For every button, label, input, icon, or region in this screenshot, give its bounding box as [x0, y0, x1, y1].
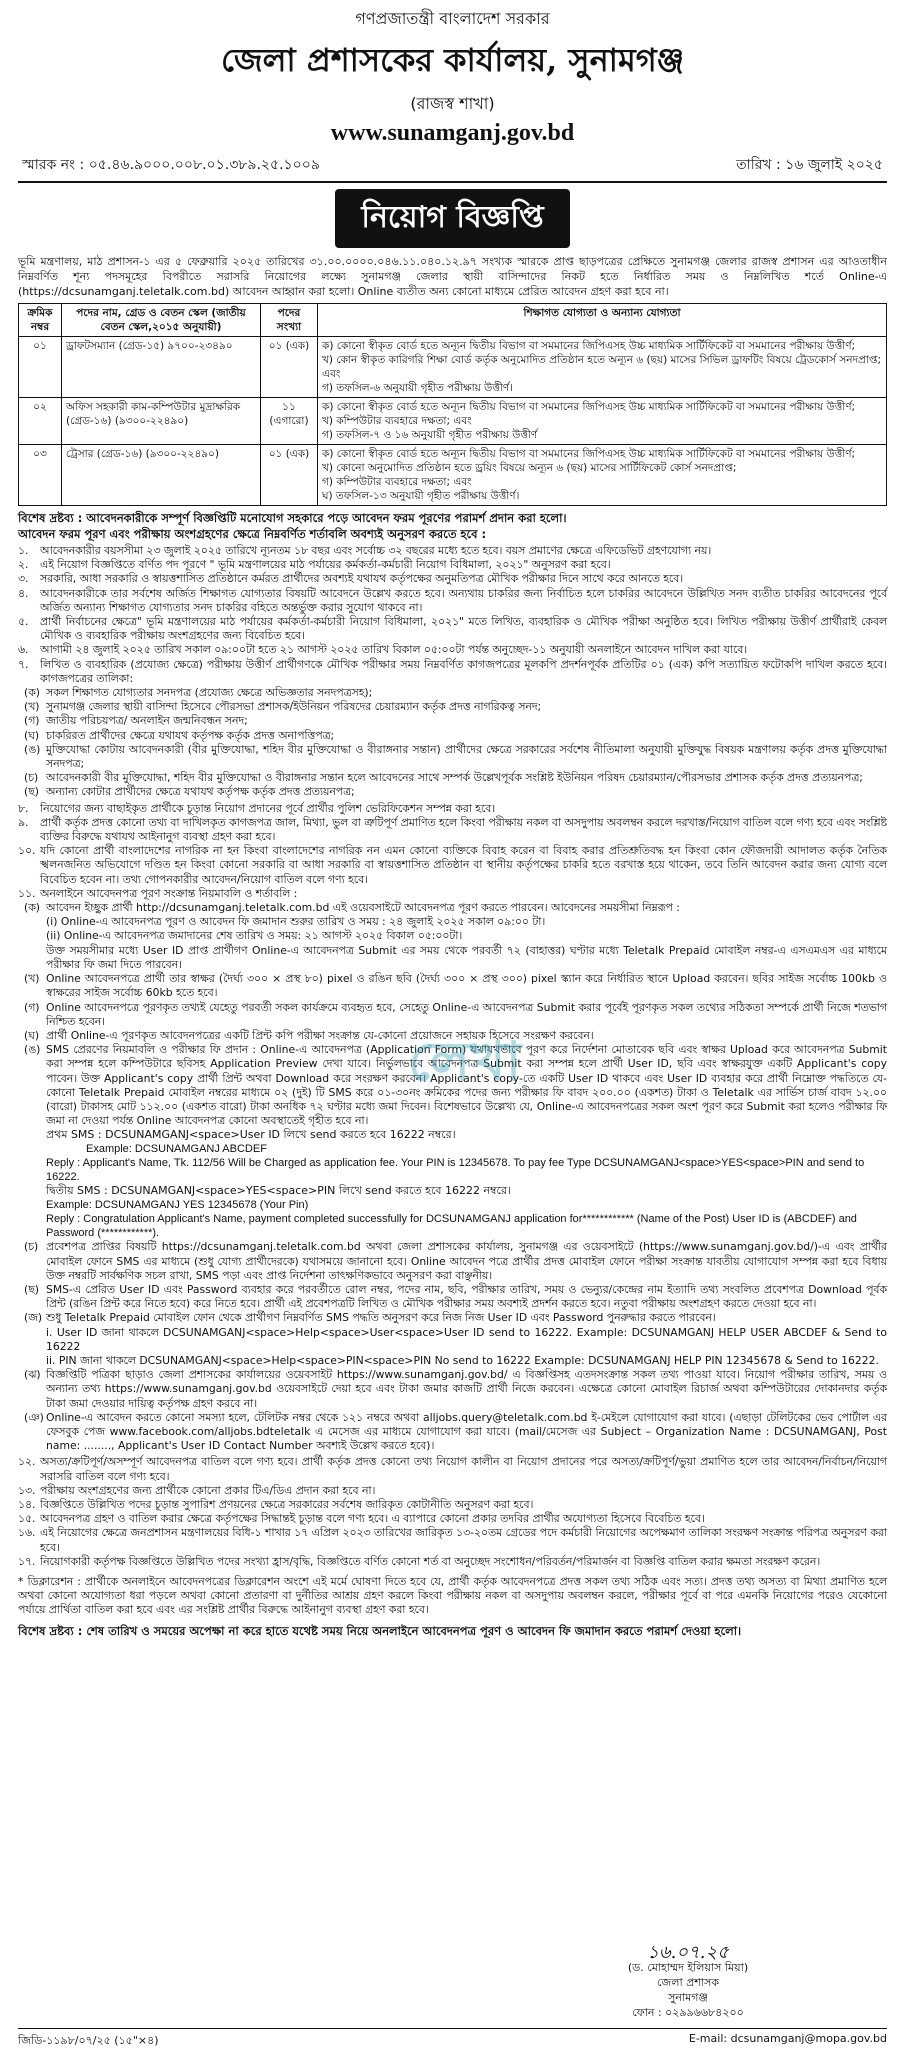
qual-item: ক) কোনো স্বীকৃত বোর্ড হতে অন্যূন দ্বিতীয় বিভাগ বা সমমানের জিপিএসহ উচ্চ মাধ্যমিক সার্টিফিকেট বা সমমানের পরীক্ষায় উত্তীর্ণ; [322, 448, 856, 460]
govt-line: গণপ্রজাতন্ত্রী বাংলাদেশ সরকার [355, 9, 550, 28]
item-text: বিজ্ঞপ্তিটি পত্রিকা ছাড়াও জেলা প্রশাসকের কার্যালয়ের ওয়েবসাইট https://www.sunamganj.gov.bd/ এ বিজ্ঞপ্তিসহ এতদসংক্রান্ত সকল তথ্য পাওয়া যাবে। নিয়োগ পরীক্ষার তারিখ, সময় ও অন্যান্য তথ্য https://www.sunamganj.gov.bd ওয়েবসাইটে দেয়া হবে এবং টাকা জমার কাজটি প্রার্থী নিজে করবেন। এক্ষেত্রে কোনো মোবাইল রিচার্জ অথবা কম্পিউটারের দোকানদার কর্তৃক টাকা জমা দেওয়ার দায়িত্ব কর্তৃপক্ষ গ্রহণ করবে না। [46, 1368, 887, 1410]
item-text: প্রার্থী কর্তৃক প্রদত্ত কোনো তথ্য বা দাখিলকৃত কাগজপত্র জাল, মিথ্যা, ভুল বা ত্রুটিপূর্ণ প্রমাণিত হলে কিংবা পরীক্ষায় নকল বা অসদুপায় অবলম্বন করলে দরখাস্ত/নিয়োগ বাতিল বলে গণ্য হবে এবং সংশ্লিষ্ট ব্যক্তির বিরুদ্ধে যথাযথ আইনানুগ ব্যবস্থা গ্রহণ করা হবে। [40, 815, 887, 844]
item-number: ১১. [18, 886, 36, 900]
item-number: (ঘ) [24, 1028, 40, 1042]
rule-item [18, 658, 887, 686]
rule-item [18, 544, 887, 558]
item-text: চাকরিরত প্রার্থীদের ক্ষেত্রে যথাযথ কর্তৃপক্ষ কর্তৃক প্রদত্ত অনাপত্তিপত্র; [46, 728, 335, 742]
item-number: ২. [18, 558, 29, 572]
doc-item [18, 729, 887, 743]
doc-item [18, 700, 887, 714]
table-row [19, 398, 887, 445]
item-number [18, 1326, 46, 1354]
footer-email[interactable]: E-mail: dcsunamganj@mopa.gov.bd [688, 2032, 887, 2045]
notice-page [18, 0, 887, 2052]
item-number: (গ) [24, 714, 40, 728]
item-number: (খ) [24, 700, 40, 714]
item-text: জাতীয় পরিচয়পত্র/ অনলাইন জন্মনিবন্ধন সনদ; [46, 714, 248, 728]
item-text: পরীক্ষায় অংশগ্রহণের জন্য প্রার্থীকে কোনো প্রকার টিএ/ডিএ প্রদান করা হবে না। [40, 1483, 376, 1497]
item-number [18, 1354, 46, 1368]
online-item [18, 1368, 887, 1411]
doc-item [18, 686, 887, 700]
item-number: ৬. [18, 643, 29, 657]
item-number: (ঙ) [24, 1043, 41, 1057]
qual-item: গ) তফসিল-৭ ও ১৬ অনুযায়ী গৃহীত পরীক্ষায় উত্তীর্ণ [322, 429, 538, 441]
doc-item [18, 771, 887, 785]
table-header-row [19, 304, 887, 337]
item-text: ii. PIN জানা থাকলে DCSUNAMGANJ<space>Help<space>PIN<space>PIN No send to 16222 Example: DCSUNAMGANJ HELP PIN 12345678 & Send to 16222. [46, 1353, 879, 1367]
item-text: Online-এ আবেদন করতে কোনো সমস্যা হলে, টেলিটক নম্বর থেকে ১২১ নম্বরে অথবা alljobs.query@teletalk.com.bd ই-মেইলে যোগাযোগ করা যাবে। (এছাড়া টেলিটকের ভেব পোর্টাল এর ফেসবুক পেজ www.facebook.com/alljobs.bdteletalk এ মেসেজ এর মাধ্যমে যোগাযোগ করা যাবে। (mail/মেসেজ এর Subject – Organization Name : DCSUNAMGANJ, Post name: ........, Applicant's User ID Contact Number অবশ্যই উল্লেখ করতে হবে)। [46, 1410, 887, 1453]
online-list-2 [18, 1240, 887, 1453]
doc-item [18, 743, 887, 771]
item-number: (চ) [24, 771, 39, 785]
item-number: (ঘ) [24, 728, 40, 742]
item-text: SMS-এ প্রেরিত User ID এবং Password ব্যবহার করে পরবর্তীতে রোল নম্বর, পদের নাম, ছবি, পরীক্ষার তারিখ, সময় ও ভেন্যুর/কেন্দ্রের নাম ইত্যাদি তথ্য সংবলিত প্রবেশপত্র Download পূর্বক প্রিন্ট (রঙিন প্রিন্ট করে নিতে হবে) করে নিতে হবে। প্রার্থী এই প্রবেশপত্রটি লিখিত ও মৌখিক পরীক্ষার সময় অবশ্যই প্রদর্শন করতে হবে। নতুবা পরীক্ষায় অংশগ্রহণ করতে দেওয়া হবে না। [46, 1282, 887, 1311]
online-item [18, 1354, 887, 1368]
item-text: প্রার্থী Online-এ পূরণকৃত আবেদনপত্রের একটি প্রিন্ট কপি পরীক্ষা সংক্রান্ত যে-কোনো প্রয়োজনে সহায়ক হিসেবে সংরক্ষণ করবেন। [46, 1028, 594, 1042]
item-number: (ক) [24, 901, 40, 915]
intro-paragraph: ভূমি মন্ত্রণালয়, মাঠ প্রশাসন-১ এর ৫ ফেব্রুয়ারি ২০২৫ তারিখের ৩১.০০.০০০০.০৪৬.১১.০৪০.১২.৯৭ সংখ্যক স্মারকে প্রাপ্ত ছাড়পত্রের প্রেক্ষিতে সুনামগঞ্জ জেলার রাজস্ব প্রশাসন এর আওতাধীন নিম্নবর্ণিত শূন্য পদসমূহের বিপরীতে সরাসরি নিয়োগের লক্ষ্যে সুনামগঞ্জ জেলার স্থায়ী বাসিন্দাদের নিকট হতে নির্ধারিত সময় ও নিম্নলিখিত শর্তে Online-এ (https://dcsunamganj.teletalk.com.bd) আবেদন আহ্বান করা হলো। Online ব্যতীত অন্য কোনো মাধ্যমে প্রেরিত আবেদন গ্রহণ করা হবে না। [18, 255, 887, 298]
online-item [18, 944, 887, 972]
rule-item [18, 615, 887, 643]
rule-item [18, 572, 887, 586]
doc-item [18, 714, 887, 728]
online-item [18, 901, 887, 915]
item-text: Online আবেদনপত্রে প্রার্থী তার স্বাক্ষর (দৈর্ঘ্য ৩০০ × প্রস্থ ৮০) pixel ও রঙিন ছবি (দৈর্ঘ্য ৩০০ × প্রস্থ ৩০০) pixel স্ক্যান করে নির্ধারিত স্থানে Upload করবেন। ছবির সাইজ সর্বোচ্চ 100kb ও স্বাক্ষরের সাইজ সর্বোচ্চ 60kb হতে হবে। [46, 972, 887, 1000]
item-text: বিজ্ঞপ্তিতে উল্লিখিত পদের চূড়ান্ত সুপারিশ প্রণয়নের ক্ষেত্রে সরকারের সর্বশেষ জারিকৃত কোটানীতি অনুসরণ করা হবে। [40, 1497, 534, 1511]
memo-date: তারিখ : ১৬ জুলাই ২০২৫ [736, 157, 883, 173]
item-text: নিয়োগের জন্য বাছাইকৃত প্রার্থীকে চূড়ান্ত নিয়োগ প্রদানের পূর্বে প্রার্থীর পুলিশ ভেরিফিকেশন সম্পন্ন করা হবে। [40, 801, 496, 815]
online-item [18, 1411, 887, 1454]
item-number [18, 915, 46, 929]
cell-quals [318, 337, 887, 398]
docs-list [18, 686, 887, 800]
item-text: i. User ID জানা থাকলে DCSUNAMGANJ<space>Help<space>User<space>User ID send to 16222. Example: DCSUNAMGANJ HELP USER ABCDEF & Send to 16222 [46, 1325, 887, 1353]
qual-item: গ) কম্পিউটার ব্যবহারে দক্ষতা; এবং [322, 476, 472, 488]
item-text: অন্যান্য কোটার প্রার্থীদের ক্ষেত্রে যথাযথ কর্তৃপক্ষ কর্তৃক প্রদত্ত প্রত্যয়নপত্র; [46, 785, 355, 799]
rules-list-2 [18, 802, 887, 901]
online-item [18, 1240, 887, 1283]
rule-item [18, 802, 887, 816]
rule-item [18, 1498, 887, 1512]
item-number: ৩. [18, 572, 29, 586]
item-text: (i) Online-এ আবেদনপত্র পূরণ ও আবেদন ফি জমাদান শুরুর তারিখ ও সময় : ২৪ জুলাই ২০২৫ সকাল ০৯:০০ টা। [46, 915, 546, 929]
item-text: আবেদনকারীর বয়সসীমা ২৩ জুলাই ২০২৫ তারিখে ন্যূনতম ১৮ বছর এবং সর্বোচ্চ ৩২ বছরের মধ্যে হতে হবে। বয়স প্রমাণের ক্ষেত্রে এফিডেভিট গ্রহণযোগ্য নয়। [40, 544, 712, 557]
item-text: প্রবেশপত্র প্রাপ্তির বিষয়টি https://dcsunamganj.teletalk.com.bd অথবা জেলা প্রশাসকের কার্যালয়, সুনামগঞ্জ এর ওয়েবসাইটে (https://www.sunamganj.gov.bd/)-এ এবং প্রার্থীর মোবাইল ফোনে SMS এর মাধ্যমে (শুধু যোগ্য প্রার্থীদেরকে) যথাসময়ে জানানো হবে। Online আবেদন পত্রে প্রার্থীর প্রদত্ত মোবাইল ফোনে পরীক্ষা সংক্রান্ত যাবতীয় যোগাযোগ সম্পন্ন করা হবে বিধায় উক্ত নম্বরটি সার্বক্ষণিক সচল রাখা, SMS পড়া এবং প্রাপ্ত নির্দেশনা তাৎক্ষণিকভাবে অনুসরণ করা বাঞ্ছনীয়। [46, 1240, 887, 1282]
signatory-place: সুনামগঞ্জ [668, 1991, 708, 2004]
item-text: এই নিয়োগ বিজ্ঞপ্তিতে বর্ণিত পদ পূরণে " ভূমি মন্ত্রণালয়ের মাঠ পর্যায়ের কর্মকর্তা-কর্মচারী নিয়োগ বিধিমালা, ২০২১" অনুসরণ করা হবে। [40, 558, 611, 572]
online-item [18, 915, 887, 929]
item-number: (চ) [24, 1240, 39, 1254]
signature-block [578, 1942, 798, 2020]
item-text: প্রার্থী নির্বাচনের ক্ষেত্রে" ভূমি মন্ত্রণালয়ের মাঠ পর্যায়ের কর্মকর্তা-কর্মচারী নিয়োগ বিধিমালা, ২০২১" মতে লিখিত, ব্যবহারিক ও মৌখিক পরীক্ষা অনুষ্ঠিত হবে। লিখিত পরীক্ষায় উত্তীর্ণ প্রার্থীরাই কেবল মৌখিক ও ব্যবহারিক পরীক্ষায় অংশগ্রহণের জন্য বিবেচিত হবে। [40, 615, 887, 643]
conditions-title: আবেদন ফরম পূরণ এবং পরীক্ষায় অংশগ্রহণের ক্ষেত্রে নিম্নবর্ণিত শর্তাবলি অবশ্যই অনুসরণ করতে হবে : [18, 527, 487, 541]
sms-first: প্রথম SMS : DCSUNAMGANJ<space>User ID লিখে send করতে হবে 16222 নম্বরে। [46, 1128, 456, 1142]
table-row [19, 445, 887, 506]
item-number: (ঙ) [24, 742, 41, 756]
item-text: সুনামগঞ্জ জেলার স্থায়ী বাসিন্দা হিসেবে পৌরসভা প্রশাসক/ইউনিয়ন পরিষদের চেয়ারম্যান কর্তৃক প্রদত্ত নাগরিকত্ব সনদ; [46, 700, 542, 714]
item-text: সরকারি, আধা সরকারি ও স্বায়ত্তশাসিত প্রতিষ্ঠানে কর্মরত প্রার্থীদের অবশ্যই যথাযথ কর্তৃপক্ষের অনুমতিপত্র মৌখিক পরীক্ষার দিনে সাথে করে আনতে হবে। [40, 572, 684, 586]
qual-item: খ) কোন স্বীকৃত কারিগরি শিক্ষা বোর্ড কর্তৃক অনুমোদিত প্রতিষ্ঠান হতে অন্যূন ৬ (ছয়) মাসের সিভিল ড্রাফটিং বিষয়ে ট্রেডকোর্স সনদপ্রাপ্ত; এবং [322, 354, 882, 380]
rule-item [18, 816, 887, 844]
item-text: আগামী ২৪ জুলাই ২০২৫ তারিখ সকাল ০৯:০০টা হতে ২১ আগস্ট ২০২৫ তারিখ বিকাল ০৫:০০টা পর্যন্ত অনুচ্ছেদ-১১ অনুযায়ী অনলাইনে আবেদন দাখিল করা যাবে। [40, 643, 748, 657]
item-number: ১০. [18, 844, 36, 858]
item-text: (ii) Online-এ আবেদনপত্র জমাদানের শেষ তারিখ ও সময়: ২১ আগস্ট ২০২৫ বিকাল ০৫:০০টা। [46, 929, 463, 943]
footer [18, 2028, 887, 2051]
branch-line: (রাজস্ব শাখা) [410, 94, 495, 113]
online-item [18, 1326, 887, 1354]
cell-serial: ০৩ [19, 445, 62, 506]
item-text: আবেদনপত্র গ্রহণ ও বাতিল করার ক্ষেত্রে কর্তৃপক্ষের সিদ্ধান্তই চূড়ান্ত বলে গণ্য হবে। এ ব্যাপারে কোনো প্রকার তদবির প্রার্থীর অযোগ্যতা হিসেবে বিবেচিত হবে। [40, 1512, 705, 1526]
header [18, 6, 887, 147]
item-number: ১২. [18, 1455, 36, 1469]
item-text: উক্ত সময়সীমার মধ্যে User ID প্রাপ্ত প্রার্থীগণ Online-এ আবেদনপত্র Submit এর সময় থেকে পরবর্তী ৭২ (বাহাত্তর) ঘণ্টার মধ্যে Teletalk Prepaid মোবাইল নম্বর-এ এসএমএস এর মাধ্যমে পরীক্ষার ফি জমা দিতে পারবেন। [46, 943, 887, 971]
qual-item: খ) কম্পিউটার ব্যবহারে দক্ষতা; এবং [322, 415, 472, 427]
rule-item [18, 887, 887, 901]
item-number: (ক) [24, 686, 40, 700]
signature-mark: ১৬.০৭.২৫ [647, 1942, 729, 1963]
sms-example-1: Example: DCSUNAMGANJ ABCDEF [86, 1143, 267, 1156]
item-number: ১৩. [18, 1483, 36, 1497]
item-number: ৫. [18, 615, 29, 629]
online-item [18, 929, 887, 943]
website-line[interactable]: www.sunamganj.gov.bd [330, 120, 575, 146]
special-note: বিশেষ দ্রষ্টব্য : আবেদনকারীকে সম্পূর্ণ বিজ্ঞপ্তিটি মনোযোগ সহকারে পড়ে আবেদন ফরম পূরণের পরামর্শ প্রদান করা হলো। [18, 511, 567, 525]
rule-item [18, 1555, 887, 1569]
item-text: অনলাইনে আবেদনপত্র পূরণ সংক্রান্ত নিয়মাবলি ও শর্তাবলি : [40, 886, 298, 900]
rules-list-3 [18, 1455, 887, 1569]
item-text: আবেদনকারী বীর মুক্তিযোদ্ধা, শহিদ বীর মুক্তিযোদ্ধা ও বীরাঙ্গনার সন্তান হলে আবেদনের সাথে সম্পর্ক উল্লেখপূর্বক সংশ্লিষ্ট ইউনিয়ন পরিষদ চেয়ারম্যান/পৌরসভার প্রশাসক কর্তৃক প্রদত্ত প্রত্যয়নপত্র; [46, 771, 863, 785]
item-number [18, 929, 46, 943]
cell-quals [318, 398, 887, 445]
item-text: এই নিয়োগের ক্ষেত্রে জনপ্রশাসন মন্ত্রণালয়ের বিধি-১ শাখার ১৭ এপ্রিল ২০২৩ তারিখের জারিকৃত ১৩-২০তম গ্রেডের পদে কর্মচারী নিয়োগের অপেক্ষমাণ তালিকা সংরক্ষণ সংক্রান্ত পরিপত্র অনুসরণ করা হবে। [40, 1526, 888, 1554]
rule-item [18, 1526, 887, 1554]
item-text: আবেদনকারীকে তার সর্বশেষ অর্জিত শিক্ষাগত যোগ্যতার বিষয়টি আবেদনে উল্লেখ করতে হবে। অন্যথায় চাকরির জন্য নির্বাচিত হলে চাকরির আবেদনে উল্লিখিত সনদ ব্যতীত চাকরির আবেদনের পূর্বে অর্জিত অন্যান্য শিক্ষাগত যোগ্যতার সনদ চাকরির বহিতে অন্তর্ভুক্ত করার সুযোগ থাকবে না। [40, 586, 887, 614]
rule-item [18, 1455, 887, 1483]
watermark-logo: লেখা [408, 1030, 522, 1093]
cell-count: ০১ (এক) [261, 445, 318, 506]
item-number: ৯. [18, 815, 29, 829]
sms-reply-2: Reply : Congratulation Applicant's Name, payment completed successfully for DCSUNAMGANJ application for************ (Name of the Post) User ID is (ABCDEF) and Password (************). [46, 1213, 857, 1240]
cell-post: অফিস সহকারী কাম-কম্পিউটার মুদ্রাক্ষরিক (গ্রেড-১৬) (৯৩০০-২২৪৯০) [62, 398, 261, 445]
item-text: যদি কোনো প্রার্থী বাংলাদেশের নাগরিক না হন কিংবা বাংলাদেশের নাগরিক নন এমন কোনো ব্যক্তিকে বিবাহ করেন বা বিবাহ করার প্রতিশ্রুতিবদ্ধ হন কিংবা কোন ফৌজদারী আদালত কর্তৃক নৈতিক স্খলনজনিত অভিযোগে দণ্ডিত হন কিংবা কোনো সরকারি বা আধা সরকারি বা স্বায়ত্তশাসিত প্রতিষ্ঠান বা স্থানীয় কর্তৃপক্ষের চাকরি হতে বরখাস্ত হয়ে থাকেন, তবে তিনি আবেদন করার জন্য যোগ্য বলে বিবেচিত হবেন না। তথ্য গোপনকারীর আবেদন/নিয়োগ বাতিল বলে গণ্য হবে। [40, 844, 887, 886]
signatory-phone: ফোন : ০২৯৯৬৬৮৪২০০ [632, 2006, 744, 2019]
item-number: ৮. [18, 801, 29, 815]
cell-count: ১১ (এগারো) [261, 398, 318, 445]
cell-count: ০১ (এক) [261, 337, 318, 398]
item-number [18, 944, 46, 972]
item-number: ১৪. [18, 1497, 36, 1511]
cell-serial: ০১ [19, 337, 62, 398]
item-text: শুধু Teletalk Prepaid মোবাইল ফোন থেকে প্রার্থীগণ নিম্নবর্ণিত SMS পদ্ধতি অনুসরণ করে নিজ নিজ User ID এবং Password পুনরুদ্ধার করতে পারবেন। [46, 1311, 716, 1325]
office-title: জেলা প্রশাসকের কার্যালয়, সুনামগঞ্জ [220, 41, 685, 79]
sms-example-2: Example: DCSUNAMGANJ YES 12345678 (Your Pin) [46, 1199, 309, 1212]
online-item [18, 1311, 887, 1325]
title-wrap [18, 189, 887, 248]
rule-item [18, 1512, 887, 1526]
rule-item [18, 643, 887, 657]
th-post: পদের নাম, গ্রেড ও বেতন স্কেল (জাতীয় বেতন স্কেল,২০১৫ অনুযায়ী) [62, 304, 261, 337]
item-number: (গ) [24, 1000, 40, 1014]
cell-post: ড্রাফটসম্যান (গ্রেড-১৫) ৯৭০০-২৩৪৯০ [62, 337, 261, 398]
table-row [19, 337, 887, 398]
item-number: (ছ) [24, 785, 39, 799]
notice-title: নিয়োগ বিজ্ঞপ্তি [335, 189, 569, 248]
qual-item: খ) কোনো অনুমোদিত প্রতিষ্ঠান হতে ড্রয়িং বিষয়ে অন্যূন ৬ (ছয়) মাসের সার্টিফিকেট কোর্স সনদপ্রাপ্ত; [322, 462, 737, 474]
cell-serial: ০২ [19, 398, 62, 445]
item-text: মুক্তিযোদ্ধা কোটায় আবেদনকারী (বীর মুক্তিযোদ্ধা, শহিদ বীর মুক্তিযোদ্ধা ও বীরাঙ্গনার সন্তান) প্রার্থীদের ক্ষেত্রে সরকারের সর্বশেষ নীতিমালা অনুযায়ী মুক্তিযুদ্ধ বিষয়ক মন্ত্রণালয় কর্তৃক প্রদত্ত মুক্তিযোদ্ধা সনদপত্র; [46, 742, 887, 771]
item-text: আবেদন ইচ্ছুক প্রার্থী http://dcsunamganj.teletalk.com.bd এই ওয়েবসাইটে আবেদনপত্র পূরণ করতে পারবেন। আবেদনের সময়সীমা নিম্নরূপ : [46, 901, 680, 915]
sms-block [18, 1128, 887, 1240]
signatory-designation: জেলা প্রশাসক [656, 1976, 720, 1989]
item-number: (ঞ) [24, 1410, 44, 1424]
rule-item [18, 844, 887, 887]
signatory-name: (ড. মোহাম্মদ ইলিয়াস মিয়া) [627, 1961, 749, 1974]
cell-quals [318, 445, 887, 506]
online-item [18, 972, 887, 1000]
item-text: SMS প্রেরণের নিয়মাবলি ও পরীক্ষার ফি প্রদান : Online-এ আবেদনপত্র (Application Form) যথাযথভাবে পূরণ করে নির্দেশনা মোতাবেক ছবি এবং স্বাক্ষর Upload করে আবেদনপত্র Submit করা সম্পন্ন হলে কম্পিউটারে ছবিসহ Application Preview দেখা যাবে। নির্ভুলভাবে আবেদনপত্র Submit করা সম্পন্ন হলে প্রার্থী User ID, ছবি এবং স্বাক্ষরযুক্ত একটি Applicant's copy পাবেন। উক্ত Applicant's copy প্রার্থী প্রিন্ট অথবা Download করে সংরক্ষণ করবেন। Applicant's copy-তে একটি User ID থাকবে এবং User ID ব্যবহার করে প্রার্থী নিম্নোক্ত পদ্ধতিতে যে-কোনো Teletalk Prepaid মোবাইল নম্বরের মাধ্যমে ০২ (দুই) টি SMS করে ০১-৩০নং ক্রমিকের পদের জন্য পরীক্ষার ফি বাবদ ২০০.০০ (একশত) টাকা ও Teletalk এর সার্ভিস চার্জ বাবদ ১২.০০ (বারো) টাকাসহ মোট ১১২.০০ (একশত বারো) টাকা অনধিক ৭২ ঘণ্টার মধ্যে জমা দিবেন। বিশেষভাবে উল্লেখ্য যে, Online-এ আবেদনপত্রের সকল অংশ পূরণ করে Submit করা হলেও পরীক্ষার ফি জমা না দেওয়া পর্যন্ত Online আবেদনপত্র কোনো অবস্থাতেই গৃহীত হবে না। [46, 1043, 887, 1128]
rule-item [18, 587, 887, 615]
qual-item: ক) কোনো স্বীকৃত বোর্ড হতে অন্যূন দ্বিতীয় বিভাগ বা সমমানের জিপিএসহ উচ্চ মাধ্যমিক সার্টিফিকেট বা সমমানের পরীক্ষায় উত্তীর্ণ; [322, 401, 856, 413]
item-number: ১. [18, 544, 29, 557]
item-number: ১৬. [18, 1526, 36, 1540]
item-text: Online আবেদনপত্রে পূরণকৃত তথ্যই যেহেতু পরবর্তী সকল কার্যক্রমে ব্যবহৃত হবে, সেহেতু Online-এ আবেদনপত্র Submit করার পূর্বেই পূরণকৃত সকল তথ্যের সঠিকতা সম্পর্কে প্রার্থী নিজে শতভাগ নিশ্চিত হবেন। [46, 1000, 887, 1028]
item-number: (ছ) [24, 1282, 39, 1296]
final-note: বিশেষ দ্রষ্টব্য : শেষ তারিখ ও সময়ের অপেক্ষা না করে হাতে যথেষ্ট সময় নিয়ে অনলাইনে আবেদনপত্র পূরণ ও আবেদন ফি জমাদান করতে পরামর্শ দেওয়া হলো। [18, 1624, 742, 1638]
footer-code: জিডি-১১৯৮/০৭/২৫ (১৫"×৪) [18, 2034, 159, 2047]
item-number: ৭. [18, 657, 29, 671]
item-number: ১৭. [18, 1554, 36, 1568]
item-number: (জ) [24, 1311, 43, 1325]
posts-table [18, 303, 887, 506]
declaration-note: * ডিক্লারেশন : প্রার্থীকে অনলাইনে আবেদনপত্রের ডিক্লারেশন অংশে এই মর্মে ঘোষণা দিতে হবে যে, প্রার্থী কর্তৃক আবেদনপত্রে প্রদত্ত সকল তথ্য সঠিক এবং সত্য। প্রদত্ত তথ্য অসত্য বা মিথ্যা প্রমাণিত হলে অথবা কোনো অযোগ্যতা ধরা পড়লে অথবা কোনো প্রতারণা বা দুর্নীতির আশ্রয় গ্রহণ করলে কিংবা পরীক্ষায় নকল বা অসদুপায় অবলম্বন করলে, পরীক্ষার পূর্বে বা পরে এমনকি নিয়োগের পরেও যেকোনো পর্যায়ে প্রার্থিতা বাতিল করা হবে এবং এর সংশ্লিষ্ট প্রার্থীর বিরুদ্ধে আইনানুগ ব্যবস্থা গ্রহণ করা হবে। [18, 1575, 887, 1616]
rule-item [18, 558, 887, 572]
online-item [18, 1283, 887, 1311]
rules-list-1 [18, 544, 887, 686]
qual-item: গ) তফসিল-৬ অনুযায়ী গৃহীত পরীক্ষায় উত্তীর্ণ। [322, 382, 513, 394]
th-count: পদের সংখ্যা [261, 304, 318, 337]
th-quals: শিক্ষাগত যোগ্যতা ও অন্যান্য যোগ্যতা [318, 304, 887, 337]
item-number: ৪. [18, 586, 29, 600]
item-text: অসত্য/ক্রটিপূর্ণ/অসম্পূর্ণ আবেদনপত্র বাতিল বলে গণ্য হবে। প্রার্থী কর্তৃক প্রদত্ত কোনো তথ্য নিয়োগ কালীন বা নিয়োগ প্রদানের পরে অসত্য/ক্রটিপূর্ণ/ভুয়া প্রমাণিত হলে তার আবেদন/নির্বাচন/নিয়োগ সরাসরি বাতিল বলে গণ্য হবে। [40, 1455, 887, 1483]
sms-reply-1: Reply : Applicant's Name, Tk. 112/56 Will be Charged as application fee. Your PIN is 12345678. To pay fee Type DCSUNAMGANJ<space>YES<space>PIN and send to 16222. [46, 1157, 865, 1184]
item-text: সকল শিক্ষাগত যোগ্যতার সনদপত্র (প্রযোজ্য ক্ষেত্রে অভিজ্ঞতার সনদপত্রসহ); [46, 686, 373, 700]
item-number: ১৫. [18, 1512, 36, 1526]
qual-item: ক) কোনো স্বীকৃত বোর্ড হতে অন্যূন দ্বিতীয় বিভাগ বা সমমানের জিপিএসহ উচ্চ মাধ্যমিক সার্টিফিকেট বা সমমানের পরীক্ষায় উত্তীর্ণ; [322, 340, 856, 352]
memo-line [18, 153, 887, 183]
cell-post: ট্রেসার (গ্রেড-১৬) (৯৩০০-২২৪৯০) [62, 445, 261, 506]
item-text: নিয়োগকারী কর্তৃপক্ষ বিজ্ঞপ্তিতে উল্লিখিত পদের সংখ্যা হ্রাস/বৃদ্ধি, বিজ্ঞপ্তিতে বর্ণিত কোনো শর্ত বা অনুচ্ছেদ সংশোধন/পরিবর্তন/পরিমার্জন বা বিজ্ঞপ্তি বাতিল করার ক্ষমতা সংরক্ষণ করেন। [40, 1554, 821, 1568]
th-serial: ক্রমিক নম্বর [19, 304, 62, 337]
item-number: (ঝ) [24, 1368, 41, 1382]
rule-item [18, 1484, 887, 1498]
doc-item [18, 785, 887, 799]
memo-ref: স্মারক নং : ০৫.৪৬.৯০০০.০০৮.০১.৩৮৯.২৫.১০০৯ [22, 157, 320, 173]
sms-second: দ্বিতীয় SMS : DCSUNAMGANJ<space>YES<space>PIN লিখে send করতে হবে 16222 নম্বরে। [46, 1184, 511, 1198]
item-number: (খ) [24, 972, 40, 986]
item-text: লিখিত ও ব্যবহারিক (প্রযোজ্য ক্ষেত্রে) পরীক্ষায় উত্তীর্ণ প্রার্থীগণকে মৌখিক পরীক্ষার সময় নিম্নবর্ণিত কাগজপত্রের মূলকপি প্রদর্শনপূর্বক প্রতিটির ০১ (এক) কপি সত্যায়িত ফটোকপি দাখিল করতে হবে। কাগজপত্রের তালিকা: [40, 657, 887, 685]
qual-item: ঘ) তফসিল-১৩ অনুযায়ী গৃহীত পরীক্ষায় উত্তীর্ণ। [322, 490, 520, 502]
